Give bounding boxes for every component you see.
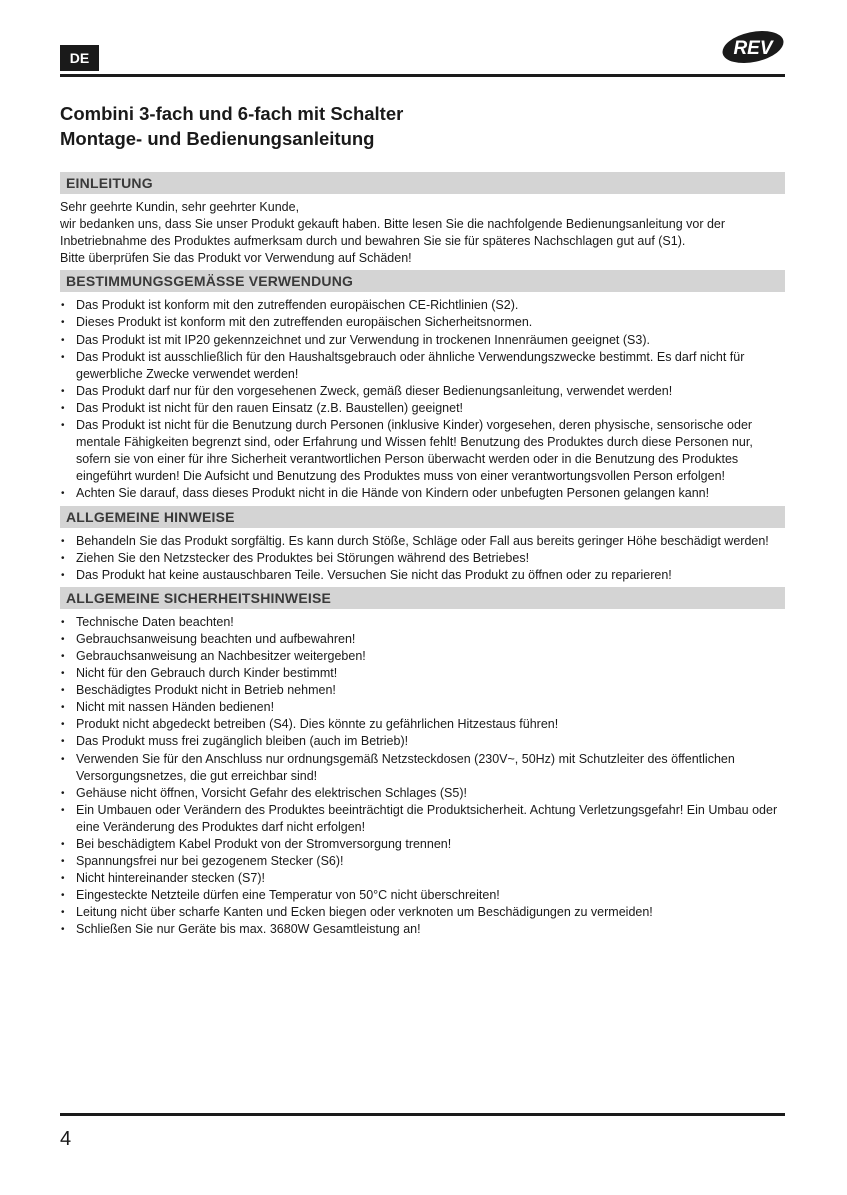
list-item: • Spannungsfrei nur bei gezogenem Stecker (S6)! <box>60 853 785 870</box>
list-item: • Achten Sie darauf, dass dieses Produkt nicht in die Hände von Kindern oder unbefugten Personen gelangen kann! <box>60 485 785 502</box>
list-item: • Das Produkt hat keine austauschbaren Teile. Versuchen Sie nicht das Produkt zu öffnen oder zu reparieren! <box>60 567 785 584</box>
list-item: • Behandeln Sie das Produkt sorgfältig. Es kann durch Stöße, Schläge oder Fall aus bereits geringer Höhe beschädigt werden! <box>60 533 785 550</box>
list-item: • Das Produkt ist ausschließlich für den Haushaltsgebrauch oder ähnliche Verwendungszwecke bestimmt. Es darf nicht für gewerbliche Zwecke verwendet werden! <box>60 349 785 383</box>
title-line-1: Combini 3-fach und 6-fach mit Schalter <box>60 103 404 124</box>
intro-paragraph: wir bedanken uns, dass Sie unser Produkt gekauft haben. Bitte lesen Sie die nachfolgende Bedienungsanleitung vor der Inbetriebnahme des Produktes aufmerksam durch und bewahren Sie sie für späteres Nachschlagen gut auf (S1). <box>60 217 726 249</box>
list-item: • Nicht für den Gebrauch durch Kinder bestimmt! <box>60 665 785 682</box>
list-item: • Verwenden Sie für den Anschluss nur ordnungsgemäß Netzsteckdosen (230V~, 50Hz) mit Schutzleiter des öffentlichen Versorgungsnetzes, die gut erreichbar sind! <box>60 751 785 785</box>
list-item: • Leitung nicht über scharfe Kanten und Ecken biegen oder verknoten um Beschädigungen zu vermeiden! <box>60 904 785 921</box>
list-item: • Das Produkt ist mit IP20 gekennzeichnet und zur Verwendung in trockenen Innenräumen geeignet (S3). <box>60 332 785 349</box>
intro-text <box>60 199 785 267</box>
list-item: • Das Produkt ist nicht für die Benutzung durch Personen (inklusive Kinder) vorgesehen, deren physische, sensorische oder mentale Fähigkeiten begrenzt sind, oder Erfahrung und Wissen fehlt! Benutzung des Produktes durch diese Personen nur, sofern sie von einer für ihre Sicherheit verantwortlichen Person überwacht werden oder in die Benutzung des Produktes eingeführt wurden! Die Aufsicht und Benutzung des Produktes muss von einer verantwortungsvollen Person erfolgen! <box>60 417 785 485</box>
header-rule <box>60 74 785 77</box>
list-item: • Bei beschädigtem Kabel Produkt von der Stromversorgung trennen! <box>60 836 785 853</box>
manual-page <box>60 0 785 1195</box>
language-badge: DE <box>60 45 99 71</box>
list-item: • Eingesteckte Netzteile dürfen eine Temperatur von 50°C nicht überschreiten! <box>60 887 785 904</box>
bullet-list <box>60 533 785 584</box>
list-item: • Gebrauchsanweisung an Nachbesitzer weitergeben! <box>60 648 785 665</box>
list-item: • Beschädigtes Produkt nicht in Betrieb nehmen! <box>60 682 785 699</box>
list-item: • Dieses Produkt ist konform mit den zutreffenden europäischen Sicherheitsnormen. <box>60 314 785 331</box>
list-item: • Gehäuse nicht öffnen, Vorsicht Gefahr des elektrischen Schlages (S5)! <box>60 785 785 802</box>
list-item: • Das Produkt ist nicht für den rauen Einsatz (z.B. Baustellen) geeignet! <box>60 400 785 417</box>
rev-logo <box>719 28 785 66</box>
section-einleitung <box>60 172 785 267</box>
section-hinweise <box>60 506 785 584</box>
bullet-list <box>60 297 785 502</box>
list-item: • Schließen Sie nur Geräte bis max. 3680W Gesamtleistung an! <box>60 921 785 938</box>
list-item: • Nicht hintereinander stecken (S7)! <box>60 870 785 887</box>
section-heading: BESTIMMUNGSGEMÄSSE VERWENDUNG <box>60 270 785 292</box>
section-heading: ALLGEMEINE SICHERHEITSHINWEISE <box>60 587 785 609</box>
title-line-2: Montage- und Bedienungsanleitung <box>60 128 375 149</box>
content <box>60 172 785 942</box>
section-bestimmung <box>60 270 785 502</box>
list-item: • Produkt nicht abgedeckt betreiben (S4). Dies könnte zu gefährlichen Hitzestaus führen! <box>60 716 785 733</box>
intro-paragraph: Bitte überprüfen Sie das Produkt vor Verwendung auf Schäden! <box>60 251 412 266</box>
logo-text: REV <box>733 38 773 59</box>
list-item: • Ziehen Sie den Netzstecker des Produktes bei Störungen während des Betriebes! <box>60 550 785 567</box>
list-item: • Das Produkt darf nur für den vorgesehenen Zweck, gemäß dieser Bedienungsanleitung, verwendet werden! <box>60 383 785 400</box>
footer-rule <box>60 1113 785 1116</box>
list-item: • Das Produkt muss frei zugänglich bleiben (auch im Betrieb)! <box>60 733 785 750</box>
list-item: • Nicht mit nassen Händen bedienen! <box>60 699 785 716</box>
list-item: • Technische Daten beachten! <box>60 614 785 631</box>
list-item: • Gebrauchsanweisung beachten und aufbewahren! <box>60 631 785 648</box>
section-heading: EINLEITUNG <box>60 172 785 194</box>
page-number: 4 <box>60 1128 72 1150</box>
list-item: • Das Produkt ist konform mit den zutreffenden europäischen CE-Richtlinien (S2). <box>60 297 785 314</box>
section-sicherheit <box>60 587 785 939</box>
intro-paragraph: Sehr geehrte Kundin, sehr geehrter Kunde, <box>60 200 300 214</box>
section-heading: ALLGEMEINE HINWEISE <box>60 506 785 528</box>
list-item: • Ein Umbauen oder Verändern des Produktes beeinträchtigt die Produktsicherheit. Achtung Verletzungsgefahr! Ein Umbau oder eine Veränderung des Produktes darf nicht erfolgen! <box>60 802 785 836</box>
bullet-list <box>60 614 785 939</box>
document-title <box>60 101 403 151</box>
